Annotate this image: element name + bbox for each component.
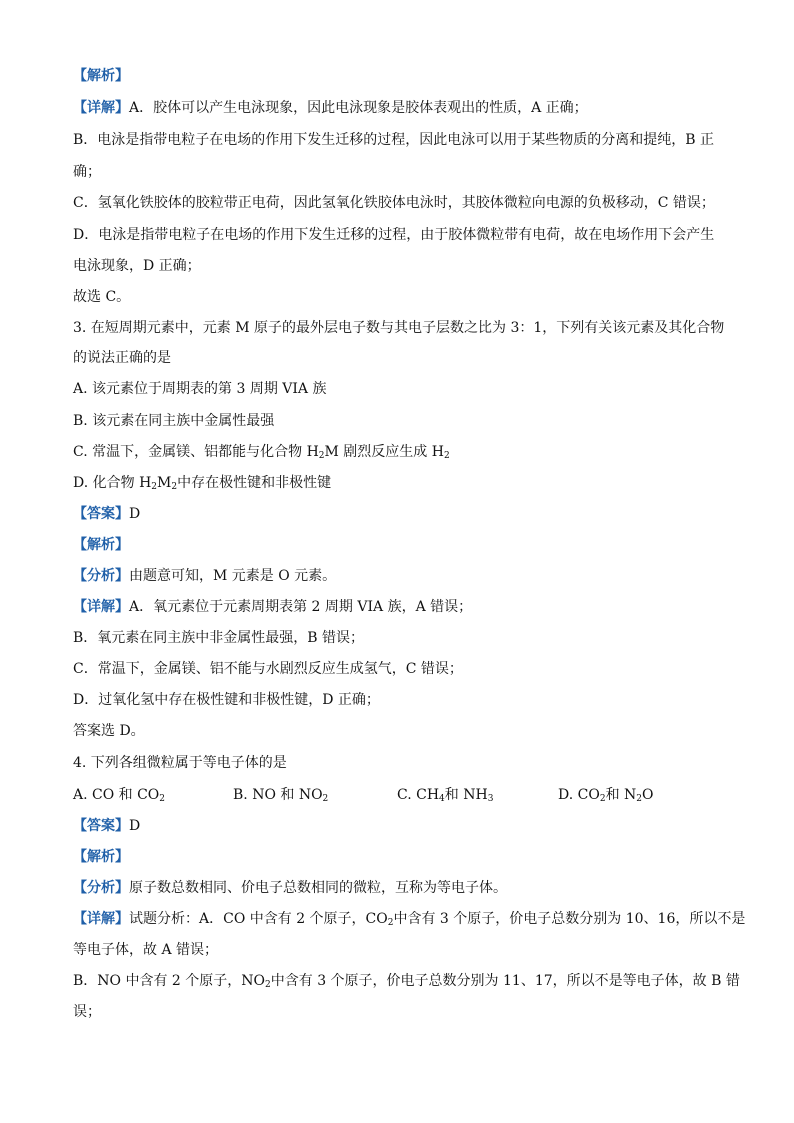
q4-option-a [73, 785, 165, 809]
q4-option-a-pre: A. CO 和 CO [73, 787, 160, 803]
q2-conclusion: 故选 C。 [73, 289, 131, 305]
q2-jiexi-heading [73, 66, 734, 86]
q2-detail-a-text: A．胶体可以产生电泳现象，因此电泳现象是胶体表观出的性质，A 正确； [129, 100, 588, 116]
analysis-tag: 【分析】 [73, 568, 129, 584]
q4-stem: 4. 下列各组微粒属于等电子体的是 [73, 755, 287, 771]
q4-detail-b-line2: 误； [73, 1004, 101, 1020]
q4-option-d-mid: 和 N [605, 787, 637, 803]
jiexi-tag: 【解析】 [73, 849, 129, 865]
q2-detail-c: C．氢氧化铁胶体的胶粒带正电荷，因此氢氧化铁胶体电泳时，其胶体微粒向电源的负极移动，C 错误； [73, 195, 715, 211]
q3-option-c-pre: C. 常温下，金属镁、铝都能与化合物 H [73, 444, 319, 460]
subscript: 2 [151, 482, 158, 492]
q4-detail-b-post: 中含有 3 个原子，价电子总数分别为 11、17，所以不是等电子体，故 B 错 [270, 973, 740, 989]
detail-tag: 【详解】 [73, 599, 129, 615]
q3-answer-value: D [129, 506, 141, 522]
q3-detail-b: B．氧元素在同主族中非金属性最强，B 错误； [73, 630, 365, 646]
q2-detail-a [73, 98, 734, 118]
q4-option-c [397, 785, 493, 809]
q4-jiexi-heading [73, 847, 734, 867]
q3-option-c-mid: M 剧烈反应生成 H [324, 444, 444, 460]
q4-detail-a-post: 中含有 3 个原子，价电子总数分别为 10、16，所以不是 [393, 911, 746, 927]
q4-option-d [558, 785, 653, 809]
q4-option-b-pre: B. NO 和 NO [233, 787, 323, 803]
q3-option-c [73, 442, 734, 466]
subscript: 2 [387, 918, 394, 928]
subscript: 2 [636, 794, 642, 804]
q3-detail-d: D．过氧化氢中存在极性键和非极性键，D 正确； [73, 692, 380, 708]
subscript: 3 [487, 794, 494, 804]
q3-option-a: A. 该元素位于周期表的第 3 周期 VIA 族 [73, 381, 327, 397]
q4-analysis [73, 878, 734, 898]
subscript: 2 [171, 482, 178, 492]
detail-tag: 【详解】 [73, 911, 129, 927]
q3-option-b: B. 该元素在同主族中金属性最强 [73, 413, 275, 429]
q4-option-b [233, 785, 328, 809]
jiexi-tag: 【解析】 [73, 537, 129, 553]
q4-detail-b-pre: B．NO 中含有 2 个原子，NO [73, 973, 266, 989]
q4-option-d-pre: D. CO [558, 787, 600, 803]
q2-detail-d-line2: 电泳现象，D 正确； [73, 258, 201, 274]
jiexi-tag: 【解析】 [73, 68, 129, 84]
q3-option-d-post: 中存在极性键和非极性键 [177, 475, 332, 491]
answer-tag: 【答案】 [73, 506, 129, 522]
q2-detail-b-line1: B．电泳是指带电粒子在电场的作用下发生迁移的过程，因此电泳可以用于某些物质的分离和提纯，B 正 [73, 132, 715, 148]
detail-tag: 【详解】 [73, 100, 129, 116]
q3-option-d [73, 473, 734, 497]
q3-option-d-pre: D. 化合物 H [73, 475, 152, 491]
q3-stem-line1: 3. 在短周期元素中，元素 M 原子的最外层电子数与其电子层数之比为 3：1，下列有关该元素及其化合物 [73, 320, 725, 336]
q4-detail-a-line2: 等电子体，故 A 错误； [73, 942, 219, 958]
q3-detail-a-text: A．氧元素位于元素周期表第 2 周期 VIA 族，A 错误； [129, 599, 473, 615]
q4-option-c-mid: 和 NH [444, 787, 488, 803]
q3-detail-c: C．常温下，金属镁、铝不能与水剧烈反应生成氢气，C 错误； [73, 661, 463, 677]
q3-jiexi-heading [73, 535, 734, 555]
subscript: 2 [599, 794, 606, 804]
q3-detail-a [73, 597, 734, 617]
q4-option-c-pre: C. CH [397, 787, 440, 803]
q4-answer [73, 816, 734, 836]
q2-detail-b-line2: 确； [73, 164, 101, 180]
analysis-tag: 【分析】 [73, 880, 129, 896]
q4-answer-value: D [129, 818, 141, 834]
q3-stem-line2: 的说法正确的是 [73, 350, 171, 366]
q4-detail-a-line1 [73, 909, 746, 933]
subscript: 2 [443, 451, 450, 461]
q3-analysis [73, 566, 734, 586]
q3-option-d-mid: M [157, 475, 172, 491]
q2-detail-d-line1: D．电泳是指带电粒子在电场的作用下发生迁移的过程，由于胶体微粒带有电荷，故在电场作用下会产生 [73, 227, 715, 243]
q3-conclusion: 答案选 D。 [73, 723, 145, 739]
subscript: 4 [439, 794, 445, 804]
q4-analysis-text: 原子数总数相同、价电子总数相同的微粒，互称为等电子体。 [129, 880, 507, 896]
subscript: 2 [322, 794, 329, 804]
q3-answer [73, 504, 734, 524]
q4-option-d-post: O [642, 787, 654, 803]
q3-analysis-text: 由题意可知，M 元素是 O 元素。 [129, 568, 337, 584]
subscript: 2 [318, 451, 325, 461]
q4-detail-b-line1 [73, 971, 740, 995]
q4-detail-a-pre: 试题分析：A．CO 中含有 2 个原子，CO [129, 911, 388, 927]
subscript: 2 [159, 794, 166, 804]
answer-tag: 【答案】 [73, 818, 129, 834]
subscript: 2 [265, 980, 271, 990]
